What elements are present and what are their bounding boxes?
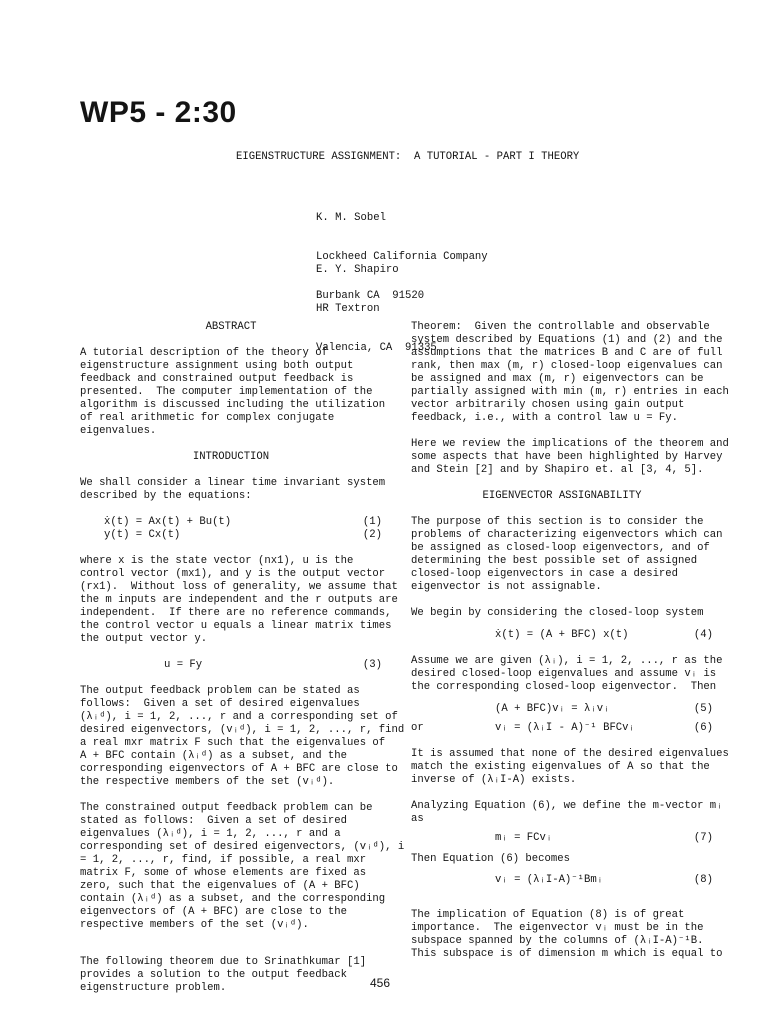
text-line: The following theorem due to Srinathkumar [1] <box>80 956 367 968</box>
equation-number: (6) <box>693 722 713 734</box>
equation-8 <box>411 874 713 887</box>
text-line: desired closed-loop eigenvalues and assume vᵢ is <box>411 668 717 680</box>
text-line: It is assumed that none of the desired eigenvalues <box>411 748 729 760</box>
equation-body: (A + BFC)vᵢ = λᵢvᵢ <box>495 703 610 715</box>
equation-body: u = Fy <box>164 659 203 671</box>
text-line: Assume we are given (λᵢ), i = 1, 2, ..., r as the <box>411 655 723 667</box>
constrained-feedback-paragraph <box>80 802 405 932</box>
text-line: be assigned as closed-loop eigenvectors, and of <box>411 542 710 554</box>
text-line: a real mxr matrix F such that the eigenvalues of <box>80 737 386 749</box>
text-line: eigenvector is not assignable. <box>411 581 602 593</box>
equation-7 <box>411 832 713 845</box>
text-line: determining the best possible set of assigned <box>411 555 698 567</box>
abstract-paragraph <box>80 347 386 438</box>
text-line: (λᵢᵈ), i = 1, 2, ..., r and a corresponding set of <box>80 711 398 723</box>
implication-paragraph <box>411 909 723 961</box>
theorem-intro-paragraph <box>80 956 382 995</box>
equation-number: (5) <box>693 703 713 715</box>
text-line: We shall consider a linear time invariant system <box>80 477 386 489</box>
equation-3 <box>80 659 382 672</box>
text-line: some aspects that have been highlighted by Harvey <box>411 451 723 463</box>
paper-title: EIGENSTRUCTURE ASSIGNMENT: A TUTORIAL - PART I THEORY <box>236 151 580 163</box>
text-line: provides a solution to the output feedback <box>80 969 348 981</box>
text-line: The output feedback problem can be stated as <box>80 685 360 697</box>
text-line: of real arithmetic for complex conjugate <box>80 412 335 424</box>
text-line: the corresponding closed-loop eigenvector. Then <box>411 681 717 693</box>
closed-loop-intro: We begin by considering the closed-loop system <box>411 607 704 619</box>
equation-number: (3) <box>362 659 382 671</box>
abstract-heading: ABSTRACT <box>205 321 257 333</box>
text-line: and Stein [2] and by Shapiro et. al [3, 4, 5]. <box>411 464 704 476</box>
equation-6 <box>411 722 713 735</box>
text-line: be assigned and max (m, r) eigenvectors can be <box>411 373 704 385</box>
output-feedback-paragraph <box>80 685 405 789</box>
text-line: (rx1). Without loss of generality, we assume that <box>80 581 398 593</box>
equation-connector: or <box>411 722 424 734</box>
text-line: eigenstructure assignment using both output <box>80 360 354 372</box>
intro-paragraph <box>80 477 386 503</box>
equation-body: ẋ(t) = Ax(t) + Bu(t) <box>104 516 232 528</box>
text-line: inverse of (λᵢI-A) exists. <box>411 774 577 786</box>
text-line: feedback, i.e., with a control law u = Fy. <box>411 412 679 424</box>
equation-1 <box>80 516 382 529</box>
session-header: WP5 - 2:30 <box>80 96 237 129</box>
equation-number: (8) <box>693 874 713 886</box>
equation-number: (2) <box>362 529 382 541</box>
equation-4 <box>411 629 713 642</box>
text-line: the control vector u equals a linear matrix times <box>80 620 392 632</box>
text-line: the respective members of the set (vᵢᵈ). <box>80 776 335 788</box>
text-line: where x is the state vector (nx1), u is the <box>80 555 354 567</box>
introduction-heading: INTRODUCTION <box>192 451 270 463</box>
author-address: Burbank CA 91520 <box>316 290 425 302</box>
text-line: closed-loop eigenvectors in case a desired <box>411 568 679 580</box>
theorem-paragraph <box>411 321 729 425</box>
text-line: The constrained output feedback problem can be <box>80 802 373 814</box>
text-line: Analyzing Equation (6), we define the m-vector mᵢ <box>411 800 723 812</box>
equation-body: mᵢ = FCvᵢ <box>495 832 553 844</box>
equation-body: vᵢ = (λᵢI - A)⁻¹ BFCvᵢ <box>495 722 635 734</box>
left-column <box>80 321 405 995</box>
equation-5 <box>411 703 713 716</box>
equation-number: (4) <box>693 629 713 641</box>
text-line: respective members of the set (vᵢᵈ). <box>80 919 309 931</box>
text-line: corresponding eigenvectors of A + BFC are close to <box>80 763 398 775</box>
eigenvector-assignability-heading: EIGENVECTOR ASSIGNABILITY <box>482 490 642 502</box>
text-line: rank, then max (m, r) closed-loop eigenvalues can <box>411 360 723 372</box>
text-line: vector arbitrarily chosen using gain output <box>411 399 685 411</box>
text-line: stated as follows: Given a set of desired <box>80 815 348 827</box>
equation-number: (1) <box>362 516 382 528</box>
text-line: described by the equations: <box>80 490 252 502</box>
text-line: contain (λᵢᵈ) as a subset, and the corresponding <box>80 893 386 905</box>
text-line: as <box>411 813 424 825</box>
text-line: Theorem: Given the controllable and observable <box>411 321 710 333</box>
text-line: control vector (mx1), and y is the output vector <box>80 568 386 580</box>
author-address: Valencia, CA 91335 <box>316 342 437 354</box>
text-line: subspace spanned by the columns of (λᵢI-A)⁻¹B. <box>411 935 704 947</box>
equation-body: y(t) = Cx(t) <box>104 529 181 541</box>
analyzing-paragraph <box>411 800 723 826</box>
author-name: E. Y. Shapiro <box>316 264 399 276</box>
text-line: the m inputs are independent and the r outputs are <box>80 594 398 606</box>
text-line: eigenstructure problem. <box>80 982 227 994</box>
equation-body: ẋ(t) = (A + BFC) x(t) <box>495 629 629 641</box>
text-line: feedback and constrained output feedback is <box>80 373 354 385</box>
text-line: desired eigenvectors, (vᵢᵈ), i = 1, 2, ..., r, find <box>80 724 405 736</box>
purpose-paragraph <box>411 516 723 594</box>
author-affiliation: Lockheed California Company <box>316 251 488 263</box>
review-paragraph <box>411 438 729 477</box>
text-line: presented. The computer implementation of the <box>80 386 373 398</box>
text-line: assumptions that the matrices B and C are of full <box>411 347 723 359</box>
text-line: A + BFC contain (λᵢᵈ) as a subset, and the <box>80 750 348 762</box>
assume-paragraph <box>411 655 723 694</box>
text-line: partially assigned with min (m, r) entries in each <box>411 386 729 398</box>
author-name: K. M. Sobel <box>316 212 386 224</box>
text-line: eigenvectors of (A + BFC) are close to the <box>80 906 348 918</box>
equation-body: vᵢ = (λᵢI-A)⁻¹Bmᵢ <box>495 874 604 886</box>
equation-2 <box>80 529 382 542</box>
text-line: the output vector y. <box>80 633 208 645</box>
text-line: follows: Given a set of desired eigenvalues <box>80 698 360 710</box>
text-line: A tutorial description of the theory of <box>80 347 328 359</box>
author-affiliation: HR Textron <box>316 303 380 315</box>
text-line: problems of characterizing eigenvectors which can <box>411 529 723 541</box>
text-line: The purpose of this section is to consider the <box>411 516 704 528</box>
text-line: independent. If there are no reference commands, <box>80 607 392 619</box>
text-line: The implication of Equation (8) is of great <box>411 909 685 921</box>
assumed-paragraph <box>411 748 729 787</box>
text-line: matrix F, some of whose elements are fixed as <box>80 867 367 879</box>
text-line: importance. The eigenvector vᵢ must be in the <box>411 922 704 934</box>
text-line: = 1, 2, ..., r, find, if possible, a real mxr <box>80 854 367 866</box>
text-line: system described by Equations (1) and (2) and the <box>411 334 723 346</box>
text-line: corresponding set of desired eigenvectors, (vᵢᵈ), i <box>80 841 405 853</box>
equation-number: (7) <box>693 832 713 844</box>
text-line: This subspace is of dimension m which is equal to <box>411 948 723 960</box>
text-line: algorithm is discussed including the utilization <box>80 399 386 411</box>
text-line: Here we review the implications of the theorem and <box>411 438 729 450</box>
state-description-paragraph <box>80 555 398 646</box>
text-line: eigenvalues. <box>80 425 157 437</box>
text-line: match the existing eigenvalues of A so that the <box>411 761 710 773</box>
text-line: eigenvalues (λᵢᵈ), i = 1, 2, ..., r and a <box>80 828 341 840</box>
then-line: Then Equation (6) becomes <box>411 853 570 865</box>
text-line: zero, such that the eigenvalues of (A + BFC) <box>80 880 360 892</box>
right-column <box>411 321 729 961</box>
page-number: 456 <box>370 976 391 990</box>
